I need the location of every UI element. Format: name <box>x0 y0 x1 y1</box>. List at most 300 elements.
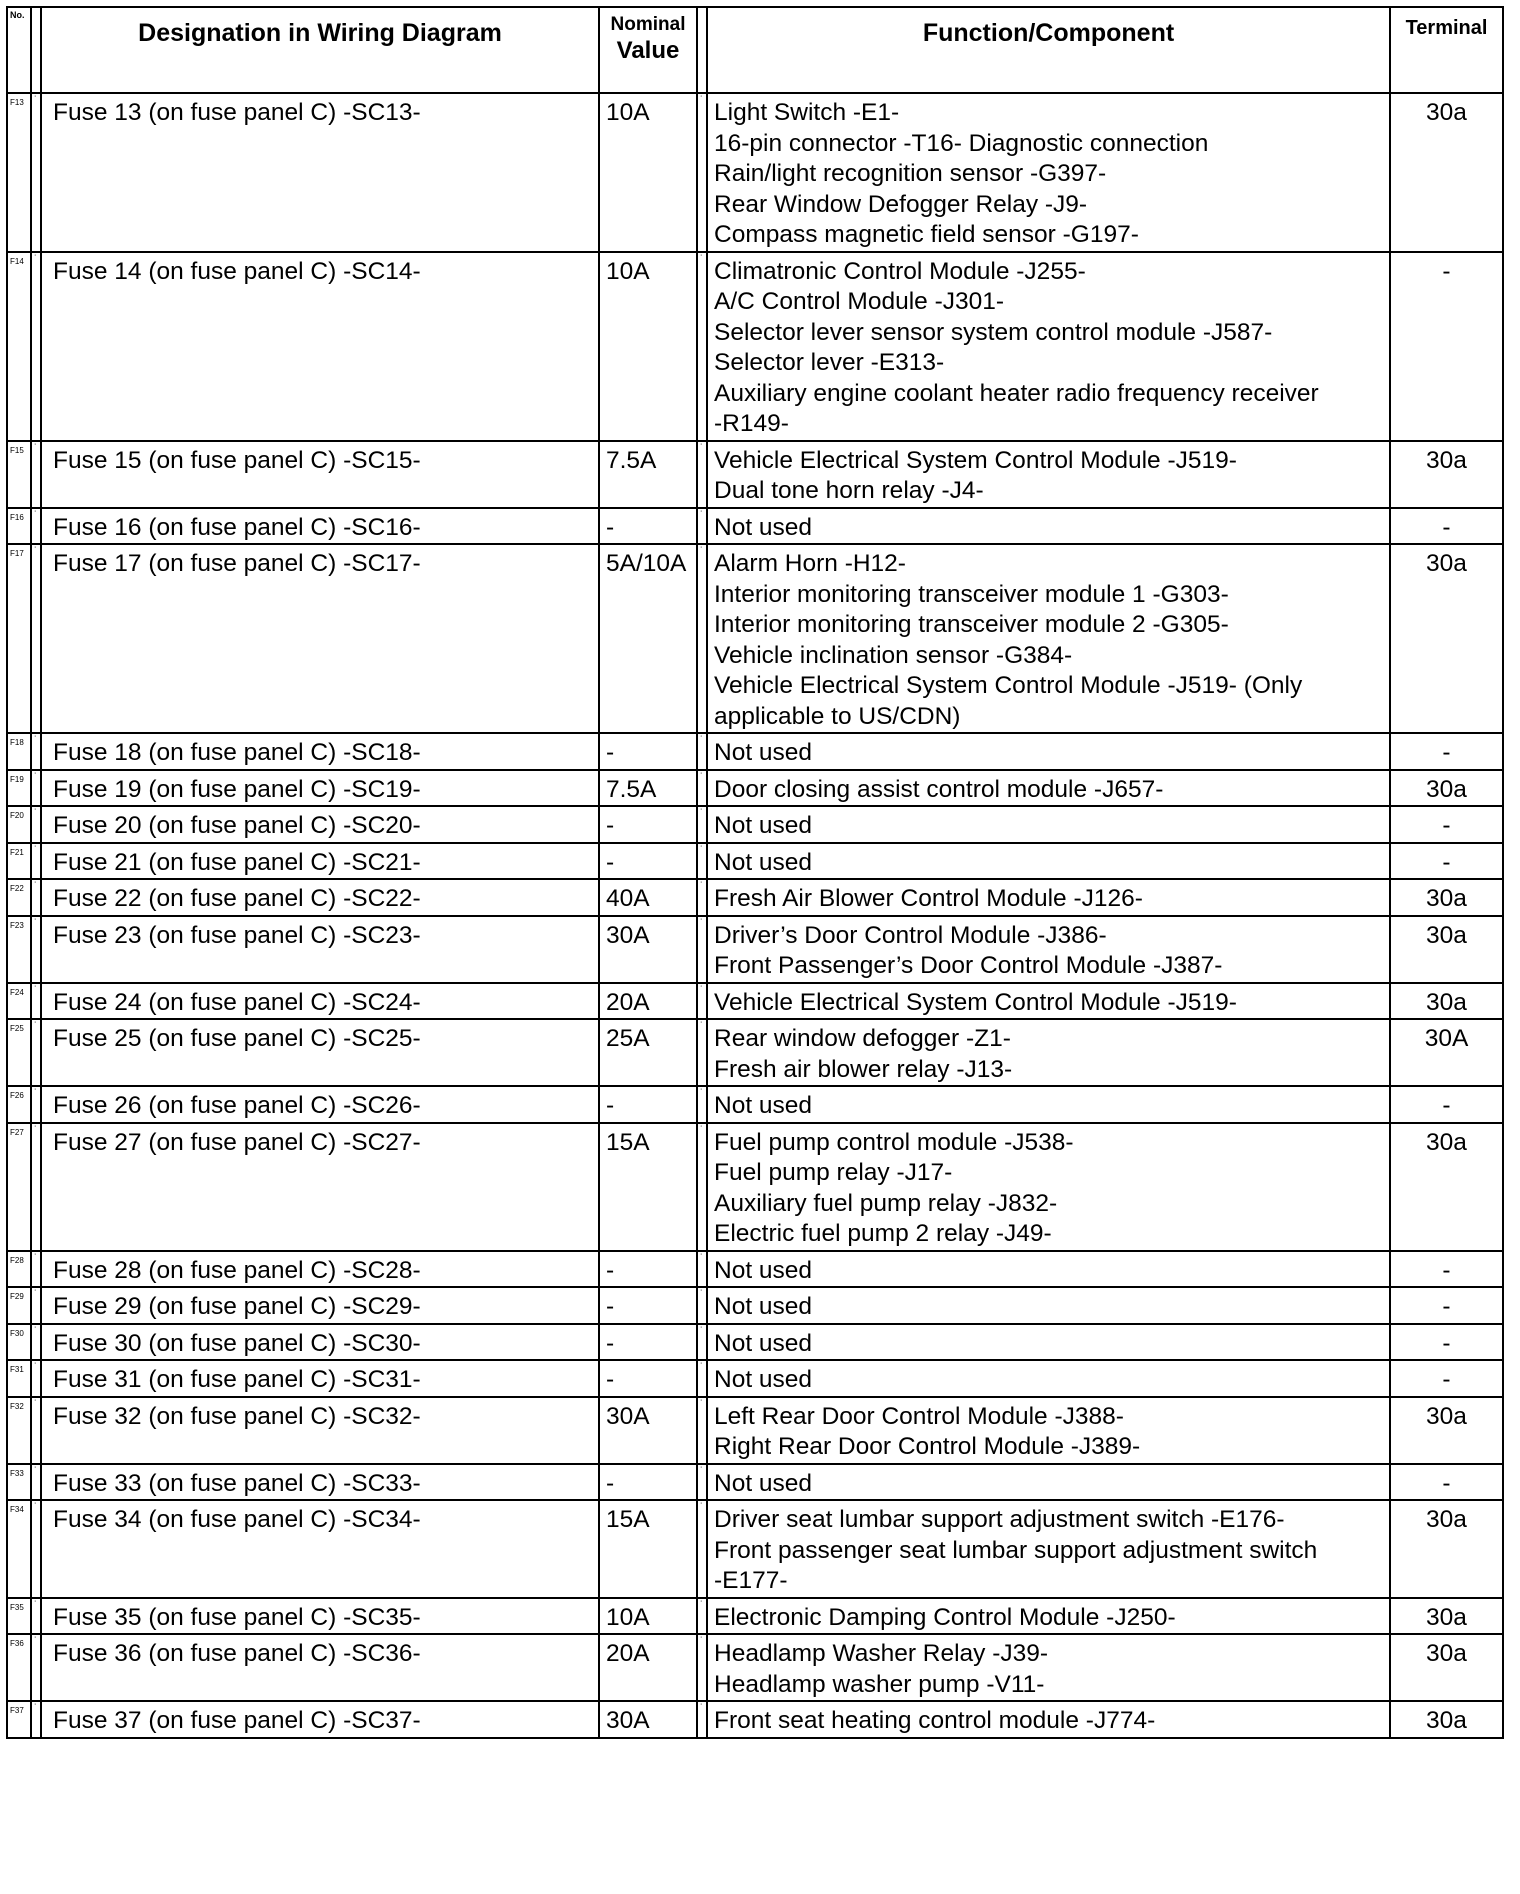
table-header-row <box>7 7 1503 93</box>
row-spacer <box>31 508 41 545</box>
fuse-terminal: 30a <box>1390 93 1503 252</box>
fuse-terminal: - <box>1390 806 1503 843</box>
row-spacer <box>31 1464 41 1501</box>
fuse-designation: Fuse 20 (on fuse panel C) -SC20- <box>41 806 599 843</box>
fuse-designation: Fuse 29 (on fuse panel C) -SC29- <box>41 1287 599 1324</box>
row-spacer <box>697 983 707 1020</box>
tick-mark: ˙ <box>700 771 704 783</box>
tick-mark: ˙ <box>700 95 704 106</box>
fuse-terminal: 30A <box>1390 1019 1503 1086</box>
fuse-function <box>707 1251 1390 1288</box>
row-spacer <box>31 1123 41 1251</box>
fuse-table-body <box>7 93 1503 1738</box>
table-row <box>7 1287 1503 1324</box>
row-spacer <box>697 770 707 807</box>
fuse-terminal: - <box>1390 1287 1503 1324</box>
function-line: Dual tone horn relay -J4- <box>714 477 984 504</box>
tick-mark: ˙ <box>34 1088 38 1099</box>
fuse-function <box>707 1634 1390 1701</box>
fuse-number: F19 <box>7 770 31 807</box>
header-designation: Designation in Wiring Diagram <box>41 7 599 93</box>
fuse-designation: Fuse 19 (on fuse panel C) -SC19- <box>41 770 599 807</box>
table-row <box>7 733 1503 770</box>
fuse-function <box>707 733 1390 770</box>
fuse-nominal-value: - <box>599 1086 697 1123</box>
table-row <box>7 1019 1503 1086</box>
row-spacer <box>697 1500 707 1598</box>
tick-mark: ˙ <box>700 253 704 265</box>
function-line: Climatronic Control Module -J255- <box>714 257 1086 285</box>
fuse-nominal-value: 10A <box>599 93 697 252</box>
fuse-nominal-value: 7.5A <box>599 770 697 807</box>
row-spacer <box>697 806 707 843</box>
function-line: Driver seat lumbar support adjustment switch -E176- <box>714 1506 1285 1533</box>
fuse-number: F15 <box>7 441 31 508</box>
fuse-designation: Fuse 18 (on fuse panel C) -SC18- <box>41 733 599 770</box>
fuse-nominal-value: 15A <box>599 1123 697 1251</box>
fuse-terminal: 30a <box>1390 1500 1503 1598</box>
table-row <box>7 1086 1503 1123</box>
fuse-table <box>6 6 1504 1739</box>
header-nominal-value <box>599 7 697 93</box>
tick-mark: ˙ <box>700 1703 704 1714</box>
tick-mark: ˙ <box>34 1252 38 1264</box>
row-spacer <box>697 252 707 441</box>
row-spacer <box>31 441 41 508</box>
function-line: Not used <box>714 848 813 876</box>
fuse-designation: Fuse 31 (on fuse panel C) -SC31- <box>41 1360 599 1397</box>
fuse-nominal-value: 7.5A <box>599 441 697 508</box>
header-spacer <box>31 7 41 93</box>
fuse-nominal-value: 5A/10A <box>599 544 697 733</box>
fuse-terminal: - <box>1390 843 1503 880</box>
fuse-function <box>707 770 1390 807</box>
tick-mark: ˙ <box>34 509 38 521</box>
row-spacer <box>697 544 707 733</box>
tick-mark: ˙ <box>700 881 704 892</box>
tick-mark: ˙ <box>700 735 704 746</box>
fuse-number: F31 <box>7 1360 31 1397</box>
row-spacer <box>697 1123 707 1251</box>
row-spacer <box>31 252 41 441</box>
fuse-nominal-value: - <box>599 806 697 843</box>
fuse-number: F37 <box>7 1701 31 1738</box>
fuse-nominal-value: - <box>599 733 697 770</box>
fuse-designation: Fuse 13 (on fuse panel C) -SC13- <box>41 93 599 252</box>
tick-mark: ˙ <box>34 442 38 454</box>
fuse-terminal: 30a <box>1390 1634 1503 1701</box>
table-row <box>7 770 1503 807</box>
fuse-number: F29 <box>7 1287 31 1324</box>
function-line: Vehicle Electrical System Control Module -J519- <box>714 446 1237 474</box>
function-line: Interior monitoring transceiver module 2 -G305- <box>714 611 1229 638</box>
function-line: Auxiliary engine coolant heater radio frequency receiver <box>714 379 1319 407</box>
fuse-terminal: - <box>1390 1086 1503 1123</box>
fuse-nominal-value: 25A <box>599 1019 697 1086</box>
fuse-number: F22 <box>7 879 31 916</box>
header-terminal: Terminal <box>1390 7 1503 93</box>
row-spacer <box>31 1324 41 1361</box>
row-spacer <box>31 1598 41 1635</box>
fuse-terminal: 30a <box>1390 544 1503 733</box>
table-row <box>7 879 1503 916</box>
fuse-terminal: - <box>1390 733 1503 770</box>
tick-mark: ˙ <box>34 546 38 557</box>
tick-mark: ˙ <box>700 1021 704 1032</box>
function-line: Not used <box>714 812 813 839</box>
tick-mark: ˙ <box>700 1502 704 1513</box>
fuse-nominal-value: - <box>599 1360 697 1397</box>
fuse-terminal: 30a <box>1390 879 1503 916</box>
fuse-designation: Fuse 30 (on fuse panel C) -SC30- <box>41 1324 599 1361</box>
tick-mark: ˙ <box>700 1289 704 1300</box>
fuse-designation: Fuse 33 (on fuse panel C) -SC33- <box>41 1464 599 1501</box>
fuse-terminal: - <box>1390 1324 1503 1361</box>
row-spacer <box>31 1701 41 1738</box>
fuse-terminal: 30a <box>1390 1598 1503 1635</box>
fuse-designation: Fuse 34 (on fuse panel C) -SC34- <box>41 1500 599 1598</box>
header-nominal-line1: Nominal <box>610 14 686 35</box>
tick-mark: ˙ <box>34 844 38 856</box>
row-spacer <box>31 916 41 983</box>
fuse-designation: Fuse 32 (on fuse panel C) -SC32- <box>41 1397 599 1464</box>
fuse-number: F34 <box>7 1500 31 1598</box>
fuse-number: F27 <box>7 1123 31 1251</box>
row-spacer <box>697 1251 707 1288</box>
function-line: Electronic Damping Control Module -J250- <box>714 1603 1176 1631</box>
row-spacer <box>697 93 707 252</box>
tick-mark: ˙ <box>700 1088 704 1099</box>
function-line: Front passenger seat lumbar support adjustment switch <box>714 1536 1318 1564</box>
row-spacer <box>31 1019 41 1086</box>
row-spacer <box>31 806 41 843</box>
fuse-number: F24 <box>7 983 31 1020</box>
tick-mark: ˙ <box>700 442 704 454</box>
tick-mark: ˙ <box>34 1362 38 1373</box>
table-row <box>7 1360 1503 1397</box>
function-line: Not used <box>714 1469 813 1497</box>
row-spacer <box>697 441 707 508</box>
tick-mark: ˙ <box>34 771 38 783</box>
fuse-number: F36 <box>7 1634 31 1701</box>
tick-mark: ˙ <box>700 1124 704 1136</box>
fuse-table-sheet <box>6 6 1504 1739</box>
tick-mark: ˙ <box>34 917 38 929</box>
tick-mark: ˙ <box>700 546 704 557</box>
function-line: Fresh Air Blower Control Module -J126- <box>714 885 1143 912</box>
fuse-function <box>707 1086 1390 1123</box>
fuse-designation: Fuse 35 (on fuse panel C) -SC35- <box>41 1598 599 1635</box>
function-line: Fuel pump relay -J17- <box>714 1159 953 1186</box>
fuse-designation: Fuse 15 (on fuse panel C) -SC15- <box>41 441 599 508</box>
fuse-number: F35 <box>7 1598 31 1635</box>
row-spacer <box>31 879 41 916</box>
tick-mark: ˙ <box>700 1465 704 1477</box>
table-row <box>7 1251 1503 1288</box>
header-no: No. <box>7 7 31 93</box>
fuse-designation: Fuse 27 (on fuse panel C) -SC27- <box>41 1123 599 1251</box>
fuse-function <box>707 1324 1390 1361</box>
function-line: Not used <box>714 513 813 541</box>
row-spacer <box>31 1251 41 1288</box>
function-line: Vehicle inclination sensor -G384- <box>714 641 1073 669</box>
fuse-number: F16 <box>7 508 31 545</box>
tick-mark: ˙ <box>700 844 704 856</box>
row-spacer <box>31 983 41 1020</box>
fuse-function <box>707 441 1390 508</box>
function-line: 16-pin connector -T16- Diagnostic connection <box>714 129 1209 157</box>
function-line: Light Switch -E1- <box>714 99 900 126</box>
fuse-function <box>707 508 1390 545</box>
function-line: Alarm Horn -H12- <box>714 550 906 577</box>
fuse-designation: Fuse 36 (on fuse panel C) -SC36- <box>41 1634 599 1701</box>
fuse-number: F30 <box>7 1324 31 1361</box>
fuse-function <box>707 1701 1390 1738</box>
fuse-nominal-value: 30A <box>599 1397 697 1464</box>
fuse-number: F20 <box>7 806 31 843</box>
fuse-function <box>707 879 1390 916</box>
tick-mark: ˙ <box>700 1325 704 1337</box>
fuse-designation: Fuse 14 (on fuse panel C) -SC14- <box>41 252 599 441</box>
fuse-function <box>707 843 1390 880</box>
row-spacer <box>31 1500 41 1598</box>
fuse-nominal-value: 15A <box>599 1500 697 1598</box>
function-line: Electric fuel pump 2 relay -J49- <box>714 1220 1052 1247</box>
fuse-designation: Fuse 37 (on fuse panel C) -SC37- <box>41 1701 599 1738</box>
function-line: -E177- <box>714 1567 788 1594</box>
tick-mark: ˙ <box>34 1021 38 1032</box>
fuse-number: F33 <box>7 1464 31 1501</box>
function-line: Right Rear Door Control Module -J389- <box>714 1433 1141 1460</box>
fuse-function <box>707 1464 1390 1501</box>
table-row <box>7 1123 1503 1251</box>
tick-mark: ˙ <box>34 1289 38 1300</box>
fuse-number: F28 <box>7 1251 31 1288</box>
function-line: Not used <box>714 1329 813 1357</box>
fuse-nominal-value: - <box>599 1464 697 1501</box>
tick-mark: ˙ <box>700 808 704 819</box>
fuse-nominal-value: 10A <box>599 1598 697 1635</box>
fuse-function <box>707 916 1390 983</box>
function-line: Front seat heating control module -J774- <box>714 1707 1156 1734</box>
fuse-number: F18 <box>7 733 31 770</box>
fuse-designation: Fuse 16 (on fuse panel C) -SC16- <box>41 508 599 545</box>
tick-mark: ˙ <box>700 1599 704 1611</box>
fuse-terminal: - <box>1390 252 1503 441</box>
function-line: Compass magnetic field sensor -G197- <box>714 221 1139 248</box>
function-line: Fuel pump control module -J538- <box>714 1128 1074 1156</box>
function-line: -R149- <box>714 410 789 437</box>
function-line: Interior monitoring transceiver module 1 -G303- <box>714 580 1229 608</box>
table-row <box>7 508 1503 545</box>
fuse-terminal: 30a <box>1390 441 1503 508</box>
tick-mark: ˙ <box>34 1636 38 1647</box>
tick-mark: ˙ <box>700 1362 704 1373</box>
fuse-function <box>707 806 1390 843</box>
row-spacer <box>697 1086 707 1123</box>
function-line: Door closing assist control module -J657- <box>714 775 1164 803</box>
row-spacer <box>31 544 41 733</box>
function-line: Auxiliary fuel pump relay -J832- <box>714 1189 1058 1217</box>
function-line: Left Rear Door Control Module -J388- <box>714 1402 1124 1430</box>
tick-mark: ˙ <box>34 984 38 996</box>
function-line: Front Passenger’s Door Control Module -J387- <box>714 952 1223 979</box>
fuse-designation: Fuse 28 (on fuse panel C) -SC28- <box>41 1251 599 1288</box>
row-spacer <box>697 916 707 983</box>
fuse-terminal: 30a <box>1390 983 1503 1020</box>
fuse-function <box>707 1287 1390 1324</box>
function-line: Not used <box>714 1366 813 1393</box>
tick-mark: ˙ <box>700 1252 704 1264</box>
tick-mark: ˙ <box>34 1124 38 1136</box>
row-spacer <box>697 1019 707 1086</box>
row-spacer <box>697 1397 707 1464</box>
table-row <box>7 544 1503 733</box>
table-row <box>7 1324 1503 1361</box>
fuse-number: F26 <box>7 1086 31 1123</box>
tick-mark: ˙ <box>34 1465 38 1477</box>
row-spacer <box>697 1464 707 1501</box>
function-line: Vehicle Electrical System Control Module -J519- (Only <box>714 672 1303 699</box>
fuse-function <box>707 1397 1390 1464</box>
fuse-function <box>707 983 1390 1020</box>
tick-mark: ˙ <box>34 808 38 819</box>
row-spacer <box>697 1287 707 1324</box>
fuse-terminal: - <box>1390 1464 1503 1501</box>
fuse-designation: Fuse 17 (on fuse panel C) -SC17- <box>41 544 599 733</box>
fuse-nominal-value: 40A <box>599 879 697 916</box>
function-line: Not used <box>714 1256 813 1284</box>
fuse-number: F17 <box>7 544 31 733</box>
fuse-number: F14 <box>7 252 31 441</box>
function-line: Selector lever sensor system control module -J587- <box>714 318 1273 346</box>
fuse-terminal: 30a <box>1390 1701 1503 1738</box>
function-line: Not used <box>714 1293 813 1320</box>
row-spacer <box>31 1397 41 1464</box>
function-line: Rain/light recognition sensor -G397- <box>714 160 1107 187</box>
fuse-designation: Fuse 25 (on fuse panel C) -SC25- <box>41 1019 599 1086</box>
function-line: applicable to US/CDN) <box>714 702 961 730</box>
fuse-function <box>707 1123 1390 1251</box>
table-row <box>7 1598 1503 1635</box>
fuse-function <box>707 93 1390 252</box>
header-function: Function/Component <box>707 7 1390 93</box>
table-row <box>7 252 1503 441</box>
fuse-function <box>707 1598 1390 1635</box>
row-spacer <box>31 1287 41 1324</box>
fuse-nominal-value: 10A <box>599 252 697 441</box>
table-row <box>7 93 1503 252</box>
table-row <box>7 441 1503 508</box>
fuse-nominal-value: 20A <box>599 1634 697 1701</box>
table-row <box>7 843 1503 880</box>
tick-mark: ˙ <box>700 1636 704 1647</box>
fuse-function <box>707 544 1390 733</box>
fuse-terminal: 30a <box>1390 1123 1503 1251</box>
function-line: Rear Window Defogger Relay -J9- <box>714 190 1088 218</box>
fuse-number: F23 <box>7 916 31 983</box>
fuse-function <box>707 1360 1390 1397</box>
function-line: Headlamp washer pump -V11- <box>714 1670 1045 1698</box>
fuse-nominal-value: 30A <box>599 916 697 983</box>
fuse-designation: Fuse 23 (on fuse panel C) -SC23- <box>41 916 599 983</box>
row-spacer <box>31 93 41 252</box>
fuse-nominal-value: 20A <box>599 983 697 1020</box>
fuse-terminal: 30a <box>1390 916 1503 983</box>
row-spacer <box>31 1634 41 1701</box>
fuse-nominal-value: - <box>599 508 697 545</box>
tick-mark: ˙ <box>700 509 704 521</box>
table-row <box>7 806 1503 843</box>
fuse-nominal-value: - <box>599 1251 697 1288</box>
row-spacer <box>697 733 707 770</box>
row-spacer <box>697 1598 707 1635</box>
tick-mark: ˙ <box>700 984 704 996</box>
function-line: Rear window defogger -Z1- <box>714 1025 1011 1052</box>
fuse-number: F13 <box>7 93 31 252</box>
fuse-terminal: - <box>1390 1360 1503 1397</box>
row-spacer <box>31 770 41 807</box>
table-row <box>7 983 1503 1020</box>
tick-mark: ˙ <box>34 253 38 265</box>
fuse-function <box>707 1019 1390 1086</box>
tick-mark: ˙ <box>34 95 38 106</box>
tick-mark: ˙ <box>34 1599 38 1611</box>
fuse-designation: Fuse 26 (on fuse panel C) -SC26- <box>41 1086 599 1123</box>
header-nominal-line2: Value <box>616 37 680 64</box>
row-spacer <box>31 1360 41 1397</box>
function-line: Not used <box>714 1092 813 1119</box>
header-spacer <box>697 7 707 93</box>
fuse-number: F32 <box>7 1397 31 1464</box>
fuse-function <box>707 252 1390 441</box>
fuse-number: F25 <box>7 1019 31 1086</box>
table-row <box>7 916 1503 983</box>
fuse-terminal: - <box>1390 1251 1503 1288</box>
fuse-designation: Fuse 22 (on fuse panel C) -SC22- <box>41 879 599 916</box>
row-spacer <box>697 1360 707 1397</box>
table-row <box>7 1397 1503 1464</box>
fuse-terminal: 30a <box>1390 770 1503 807</box>
tick-mark: ˙ <box>34 1325 38 1337</box>
table-row <box>7 1464 1503 1501</box>
fuse-terminal: 30a <box>1390 1397 1503 1464</box>
row-spacer <box>31 1086 41 1123</box>
tick-mark: ˙ <box>34 1398 38 1410</box>
function-line: Vehicle Electrical System Control Module -J519- <box>714 988 1237 1016</box>
fuse-designation: Fuse 24 (on fuse panel C) -SC24- <box>41 983 599 1020</box>
function-line: Driver’s Door Control Module -J386- <box>714 921 1107 949</box>
row-spacer <box>697 879 707 916</box>
fuse-function <box>707 1500 1390 1598</box>
row-spacer <box>697 1701 707 1738</box>
fuse-nominal-value: - <box>599 1287 697 1324</box>
tick-mark: ˙ <box>34 1703 38 1714</box>
function-line: Fresh air blower relay -J13- <box>714 1055 1013 1083</box>
tick-mark: ˙ <box>34 735 38 746</box>
fuse-number: F21 <box>7 843 31 880</box>
tick-mark: ˙ <box>34 1502 38 1513</box>
tick-mark: ˙ <box>700 1398 704 1410</box>
function-line: Headlamp Washer Relay -J39- <box>714 1640 1049 1667</box>
function-line: Selector lever -E313- <box>714 349 945 376</box>
tick-mark: ˙ <box>34 881 38 892</box>
tick-mark: ˙ <box>700 917 704 929</box>
fuse-nominal-value: - <box>599 843 697 880</box>
table-row <box>7 1634 1503 1701</box>
fuse-nominal-value: 30A <box>599 1701 697 1738</box>
fuse-terminal: - <box>1390 508 1503 545</box>
